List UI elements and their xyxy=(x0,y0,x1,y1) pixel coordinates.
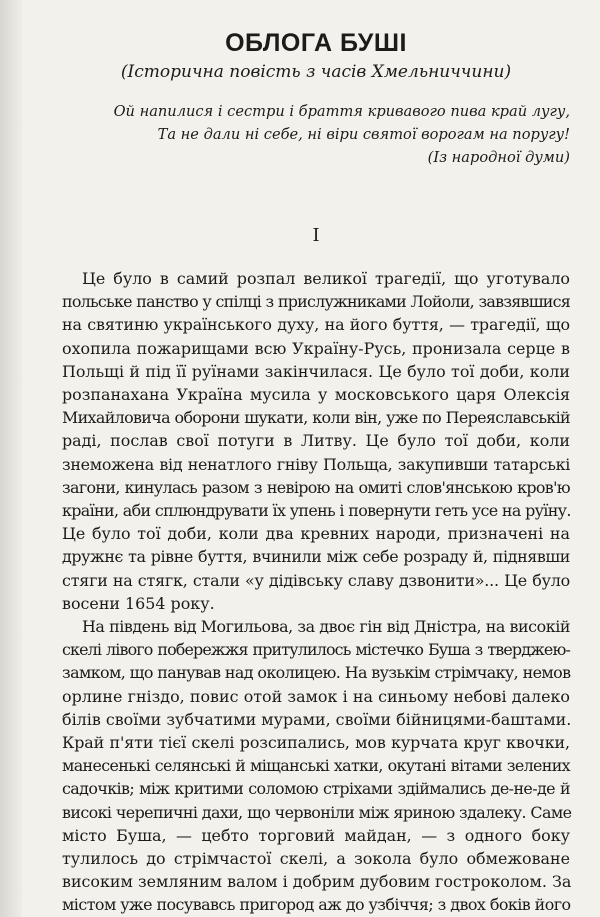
text-line: Край п'яти тієї скелі розсипались, мов курчата круг квочки, xyxy=(62,733,570,753)
text-line: орлине гніздо, повис отой замок і на синьому небові далеко xyxy=(62,686,570,706)
text-line: країни, аби сплюндрувати їх упень і повернути геть усе на руїну. xyxy=(62,501,571,521)
text-line: містом уже посувавсь пригород аж до узбіччя; з двох боків його xyxy=(62,895,571,915)
text-line: Михайловича оборони шукати, коли він, уже по Переяславській xyxy=(62,408,570,428)
text-line: місто Буша, — цебто торговий майдан, — з одного боку xyxy=(62,825,570,845)
text-line: Це було тої доби, коли два кревних народи, призначені на xyxy=(62,524,570,544)
text-line: охопила пожарищами всю Україну-Русь, пронизала серце в xyxy=(62,338,570,358)
text-line: дружнє та рівне буття, вчинили між себе розраду й, піднявши xyxy=(62,547,570,567)
text-line: стяги на стягк, стали «у дідівську славу дзвонити»... Це було xyxy=(62,570,570,590)
text-line: польське панство у спілці з прислужниками Лойоли, завзявшися xyxy=(62,292,570,312)
paragraph-1 xyxy=(62,267,570,615)
story-title: ОБЛОГА БУШІ xyxy=(225,29,407,57)
text-line: загони, кинулась разом з невірою на омиті слов'янською кров'ю xyxy=(62,477,570,497)
epigraph-line: Та не дали ні себе, ні віри святої ворогам на поругу! xyxy=(157,126,570,143)
paragraph-2 xyxy=(62,615,570,917)
chapter-numeral: I xyxy=(312,225,320,246)
epigraph-source: (Із народної думи) xyxy=(427,149,570,166)
story-subtitle: (Історична повість з часів Хмельниччини) xyxy=(120,62,512,82)
text-line: розпанахана Україна мусила у московського царя Олексія xyxy=(62,385,570,405)
text-line: знеможена від ненатлого гніву Польща, закупивши татарські xyxy=(62,454,570,474)
epigraph-line: Ой напилися і сестри і браття кривавого пива край лугу, xyxy=(113,103,570,120)
text-line: Це було в самий розпал великої трагедії, що уготувало xyxy=(82,269,570,288)
text-line: замком, що панував над околицею. На вузькім стрімчаку, немов xyxy=(62,663,571,683)
text-line: скелі лівого побережжя притулилось містечко Буша з тверджею- xyxy=(62,640,570,660)
text-line: На південь від Могильова, за двоє гін від Дністра, на високій xyxy=(82,617,570,637)
text-line: раді, послав свої потуги в Литву. Це було тої доби, коли xyxy=(62,431,570,451)
text-line: восени 1654 року. xyxy=(62,593,215,613)
text-line: білів своїми зубчатими мурами, своїми бійницями-баштами. xyxy=(62,709,572,729)
text-line: високі черепичні дахи, що червоніли між яриною здалеку. Саме xyxy=(62,802,572,822)
epigraph xyxy=(62,100,570,169)
text-line: на святиню українського духу, на його буття, — трагедії, що xyxy=(62,315,570,335)
text-line: тулилось до стрімчастої скелі, а зокола було обмежоване xyxy=(62,849,570,869)
text-line: високим земляним валом і добрим дубовим гостроколом. За xyxy=(62,872,572,892)
text-line: манесенькі селянські й міщанські хатки, окутані вітами зелених xyxy=(62,756,570,776)
text-line: садочків; між критими соломою стріхами здіймались де-не-де й xyxy=(62,779,570,799)
text-line: Польщі й під її руїнами закінчилася. Це було тої доби, коли xyxy=(62,361,570,381)
